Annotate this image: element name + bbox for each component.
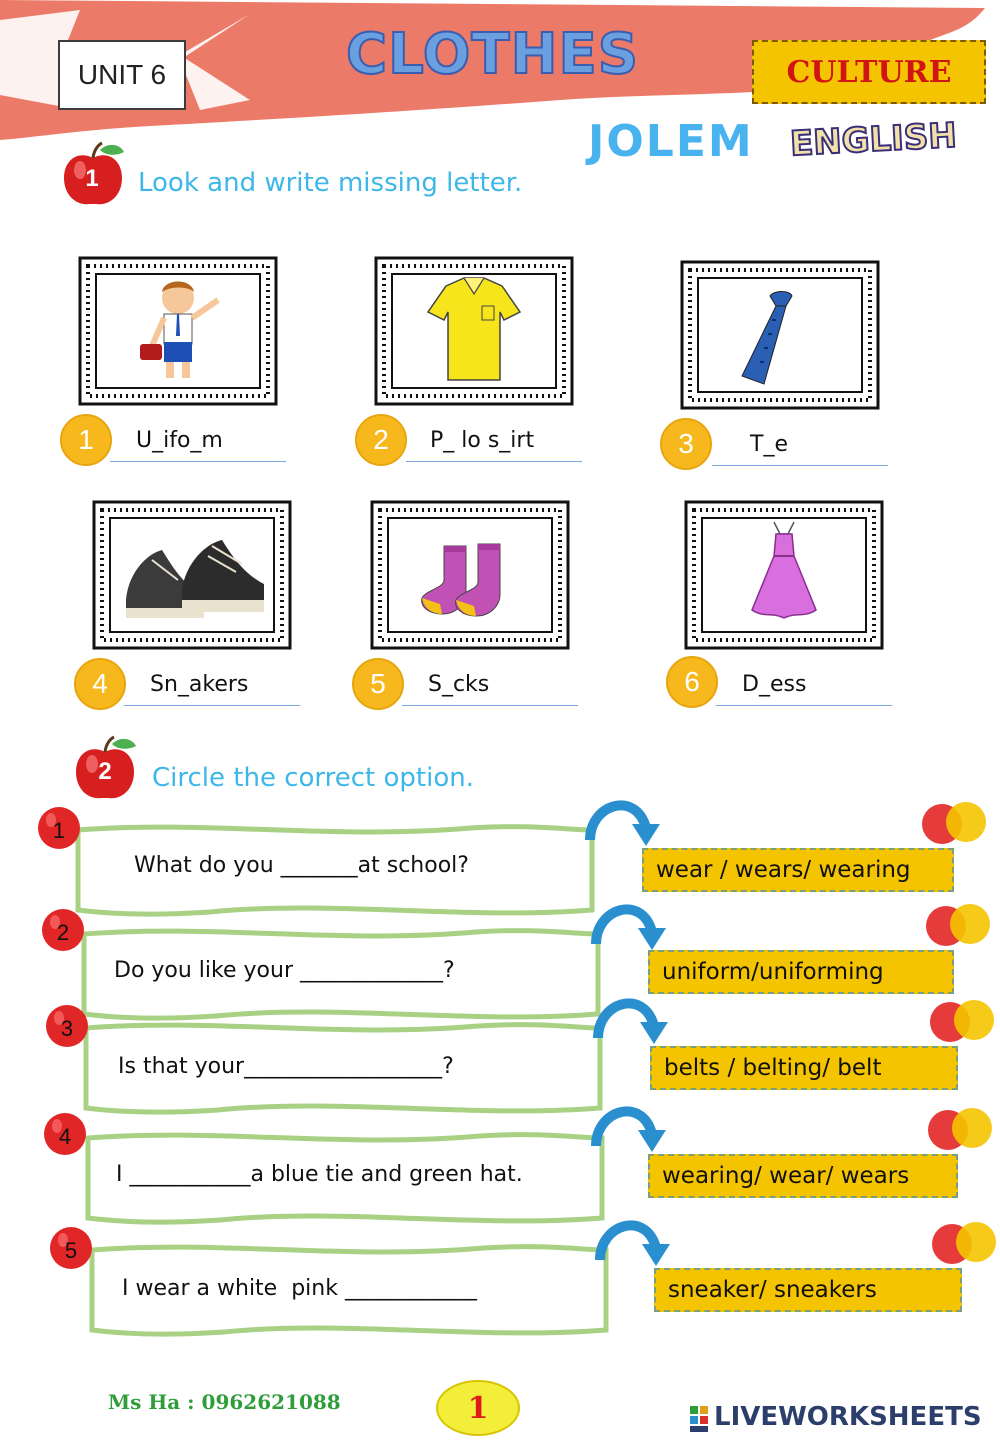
exercise2-number: 2	[98, 758, 112, 785]
logo-english: ENGLISH	[789, 115, 958, 165]
picture-card	[374, 256, 574, 406]
missing-letter-word: P_ lo s_irt	[430, 428, 535, 453]
curved-arrow-icon	[590, 1100, 670, 1160]
missing-letter-word: Sn_akers	[150, 672, 249, 697]
question-sentence: Is that your__________________?	[118, 1054, 454, 1079]
missing-letter-word: T_e	[750, 432, 788, 457]
curved-arrow-icon	[590, 898, 670, 958]
missing-letter-word: D_ess	[742, 672, 807, 697]
answer-options[interactable]: wearing/ wear/ wears	[648, 1154, 958, 1198]
logo-jolem: JOLEM	[588, 116, 754, 167]
picture-card	[370, 500, 570, 650]
unit-label: UNIT 6	[58, 40, 186, 110]
curved-arrow-icon	[594, 1214, 674, 1274]
item-number-badge: 2	[355, 414, 407, 466]
picture-card	[680, 260, 880, 410]
question-sentence: I wear a white pink ____________	[122, 1276, 477, 1301]
question-sentence: Do you like your _____________?	[114, 958, 455, 983]
liveworksheets-brand: LIVEWORKSHEETS	[714, 1402, 982, 1432]
answer-line[interactable]	[716, 705, 892, 706]
missing-letter-word: S_cks	[428, 672, 490, 697]
item-number-badge: 6	[666, 656, 718, 708]
exercise1-heading: Look and write missing letter.	[138, 168, 523, 198]
question-number: 5	[64, 1238, 78, 1263]
culture-label: CULTURE	[752, 40, 986, 104]
answer-line[interactable]	[402, 705, 578, 706]
curved-arrow-icon	[592, 992, 672, 1052]
balloons-icon	[924, 1104, 994, 1166]
balloons-icon	[926, 996, 996, 1058]
curved-arrow-icon	[584, 794, 664, 854]
missing-letter-word: U_ifo_m	[136, 428, 223, 453]
exercise1-number: 1	[85, 165, 99, 192]
question-number: 1	[52, 818, 66, 843]
answer-options[interactable]: wear / wears/ wearing	[642, 848, 954, 892]
balloons-icon	[922, 900, 992, 962]
answer-line[interactable]	[406, 461, 582, 462]
balloons-icon	[918, 798, 988, 860]
question-number: 3	[60, 1016, 74, 1041]
answer-options[interactable]: belts / belting/ belt	[650, 1046, 958, 1090]
item-number-badge: 4	[74, 658, 126, 710]
teacher-contact: Ms Ha : 0962621088	[108, 1390, 341, 1414]
item-number-badge: 5	[352, 658, 404, 710]
page-number: 1	[436, 1380, 520, 1436]
answer-options[interactable]: uniform/uniforming	[648, 950, 954, 994]
picture-card	[684, 500, 884, 650]
question-number: 2	[56, 920, 70, 945]
item-number-badge: 1	[60, 414, 112, 466]
question-sentence: I ___________a blue tie and green hat.	[116, 1162, 523, 1187]
question-sentence: What do you _______at school?	[134, 853, 469, 878]
picture-card	[78, 256, 278, 406]
worksheet-title: CLOTHES	[346, 22, 640, 87]
liveworksheets-logo-icon	[690, 1406, 710, 1432]
balloons-icon	[928, 1218, 998, 1280]
answer-line[interactable]	[110, 461, 286, 462]
picture-card	[92, 500, 292, 650]
answer-line[interactable]	[124, 705, 300, 706]
item-number-badge: 3	[660, 418, 712, 470]
answer-line[interactable]	[712, 465, 888, 466]
answer-options[interactable]: sneaker/ sneakers	[654, 1268, 962, 1312]
question-number: 4	[58, 1124, 72, 1149]
exercise2-heading: Circle the correct option.	[152, 763, 474, 793]
